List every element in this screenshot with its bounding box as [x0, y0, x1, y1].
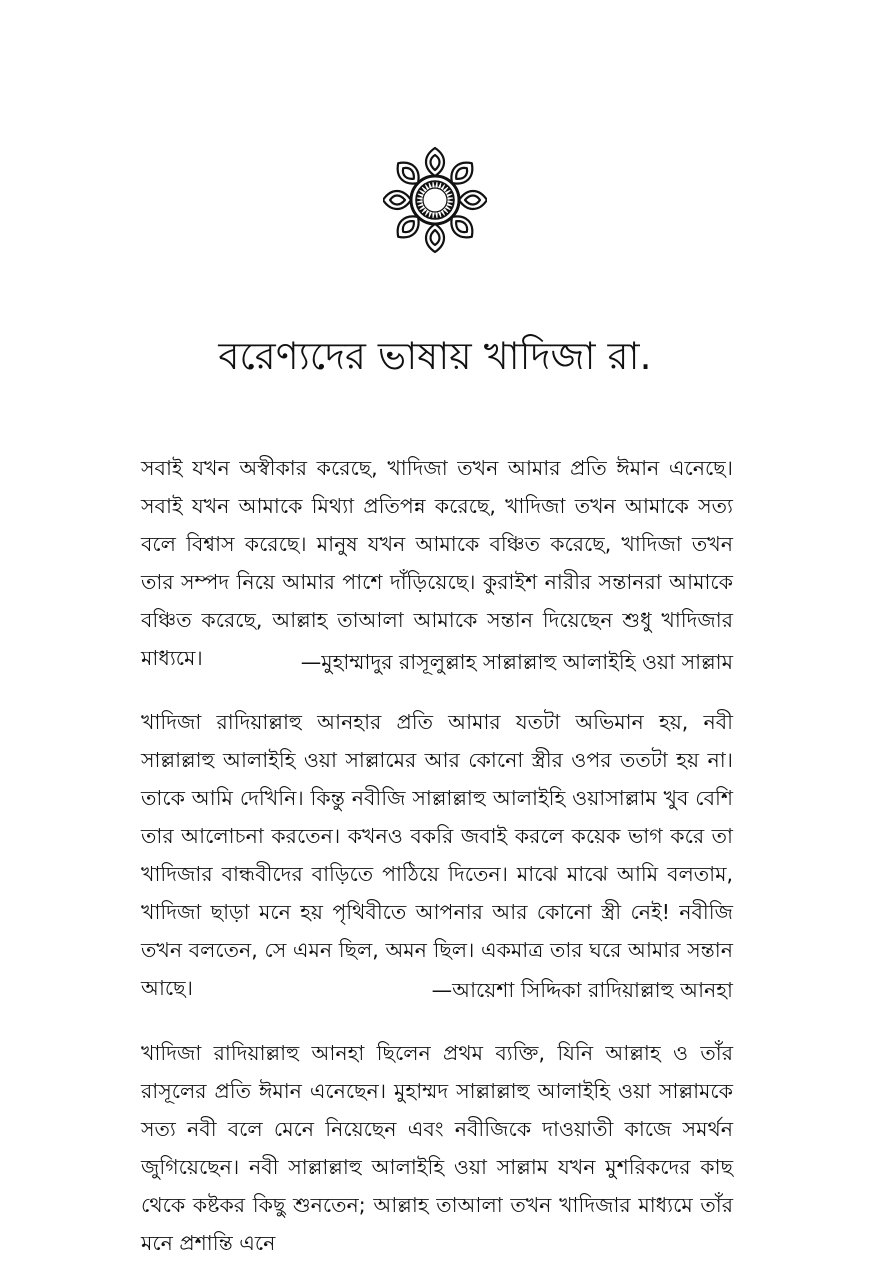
- page-title: বরেণ্যদের ভাষায় খাদিজা রা.: [218, 334, 652, 378]
- quote-attribution: —মুহাম্মাদুর রাসূলুল্লাহ সাল্লাল্লাহু আলাইহি ওয়া সাল্লাম: [300, 650, 733, 674]
- quote-text: খাদিজা রাদিয়াল্লাহু আনহা ছিলেন প্রথম ব্যক্তি, যিনি আল্লাহ ও তাঁর রাসূলের প্রতি ঈমান এনেছেন। মুহাম্মদ সাল্লাল্লাহু আলাইহি ওয়া সাল্লামকে সত্য নবী বলে মেনে নিয়েছেন এবং নবীজিকে দাওয়াতী কাজে সমর্থন জুগিয়েছেন। নবী সাল্লাল্লাহু আলাইহি ওয়া সাল্লাম যখন মুশরিকদের কাছ থেকে কষ্টকর কিছু শুনতেন; আল্লাহ তাআলা তখন খাদিজার মাধ্যমে তাঁর মনে প্রশান্তি এনে: [141, 1041, 733, 1255]
- quote-attribution: —আয়েশা সিদ্দিকা রাদিয়াল্লাহু আনহা: [431, 978, 733, 1002]
- lotus-ornament-icon: [383, 145, 487, 255]
- quote-text: খাদিজা রাদিয়াল্লাহু আনহার প্রতি আমার যতটা অভিমান হয়, নবী সাল্লাল্লাহু আলাইহি ওয়া সাল্লামের আর কোনো স্ত্রীর ওপর ততটা হয় না। তাকে আমি দেখিনি। কিন্তু নবীজি সাল্লাল্লাহু আলাইহি ওয়াসাল্লাম খুব বেশি তার আলোচনা করতেন। কখনও বকরি জবাই করলে কয়েক ভাগ করে তা খাদিজার বান্ধবীদের বাড়িতে পাঠিয়ে দিতেন। মাঝে মাঝে আমি বলতাম, খাদিজা ছাড়া মনে হয় পৃথিবীতে আপনার আর কোনো স্ত্রী নেই! নবীজি তখন বলতেন, সে এমন ছিল, অমন ছিল। একমাত্র তার ঘরে আমার সন্তান আছে।: [141, 710, 733, 1000]
- quote-text: সবাই যখন অস্বীকার করেছে, খাদিজা তখন আমার প্রতি ঈমান এনেছে। সবাই যখন আমাকে মিথ্যা প্রতিপন্ন করেছে, খাদিজা তখন আমাকে সত্য বলে বিশ্বাস করেছে। মানুষ যখন আমাকে বঞ্চিত করেছে, খাদিজা তখন তার সম্পদ নিয়ে আমার পাশে দাঁড়িয়েছে। কুরাইশ নারীর সন্তানরা আমাকে বঞ্চিত করেছে, আল্লাহ তাআলা আমাকে সন্তান দিয়েছেন শুধু খাদিজার মাধ্যমে।: [141, 456, 733, 670]
